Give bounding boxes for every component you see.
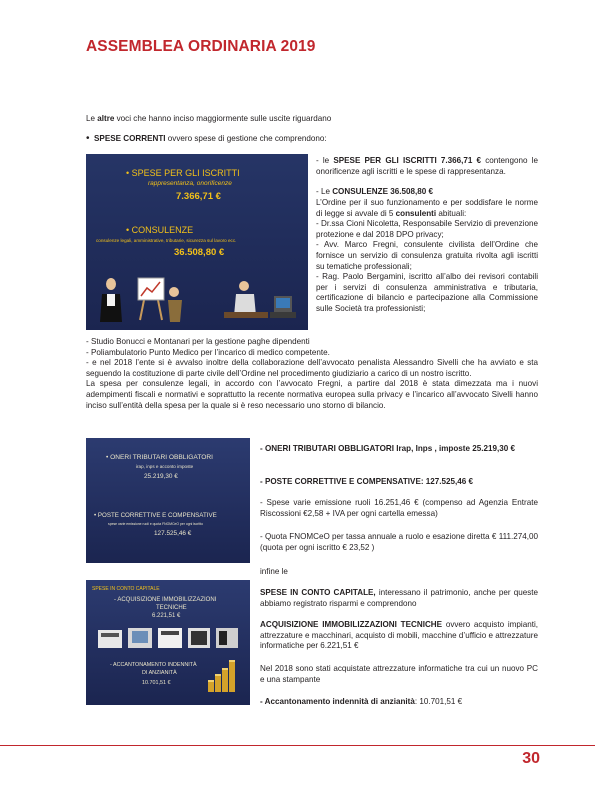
spese-varie: - Spese varie emissione ruoli 16.251,46 € (compenso ad Agenzia Entrate Riscossioni €2,58 + IVA per ogni cartella emessa) [260, 498, 538, 518]
page-number: 30 [522, 750, 540, 767]
slide-spese-correnti: • SPESE PER GLI ISCRITTI rappresentanza, onorificenze 7.366,71 € • CONSULENZE consulenze legali, amministrative, tributarie, sicurezza sul lavoro ecc. 36.508,80 € [86, 154, 308, 330]
page-title: ASSEMBLEA ORDINARIA 2019 [86, 38, 316, 55]
footer-rule [0, 745, 595, 746]
spese-correnti-heading: • SPESE CORRENTI ovvero spese di gestione che comprendono: [86, 133, 327, 144]
oneri-tributari: - ONERI TRIBUTARI OBBLIGATORI Irap, Inps , imposte 25.219,30 € [260, 444, 515, 453]
consulenze-heading: - Le CONSULENZE 36.508,80 € [316, 187, 433, 196]
acquisizione-immobilizzazioni: ACQUISIZIONE IMMOBILIZZAZIONI TECNICHE ovvero acquisto impianti, attrezzature e macchinari, acquisto di mobili, macchine d’ufficio e attrezzature informatiche per 6.221,51 € [260, 620, 538, 651]
slide-conto-capitale: SPESE IN CONTO CAPITALE - ACQUISIZIONE IMMOBILIZZAZIONI TECNICHE 6.221,51 € - ACCANTONAMENTO INDENNITÀ DI ANZIANITÀ 10.701,51 € [86, 580, 250, 705]
infine-text: infine le [260, 567, 288, 576]
clipart-figures [96, 272, 301, 327]
accantonamento-text: - Accantonamento indennità di anzianità: 10.701,51 € [260, 697, 463, 706]
office-equipment-icons [96, 624, 240, 652]
consulente-fregni: - Avv. Marco Fregni, consulente civilista dell’Ordine che fornisce un servizio di consulenza gratuita rivolta agli iscritti su tematiche professionali; [316, 240, 538, 271]
quota-fnomceo: - Quota FNOMCeO per tassa annuale a ruolo e esazione diretta € 111.274,00 (quota per ogni iscritto € 23,52 ) [260, 532, 538, 552]
consulente-cioni: - Dr.ssa Cioni Nicoletta, Responsabile Servizio di prevenzione protezione e dal 2018 DPO privacy; [316, 219, 538, 239]
consulenze-continued: - Studio Bonucci e Montanari per la gestione paghe dipendenti - Poliambulatorio Punto Medico per l’incarico di medico competente. - e nel 2018 l’ente si è avvalso inoltre della collaborazione dell’avvocato penalista Alessandro Sivelli che ha avviato e sta seguendo la costituzione di parte civile dell’Ordine nel procedimento giudiziario a carico di un nostro iscritto. La spesa per consulenze legali, in accordo con l’avvocato Fregni, a partire dal 2018 è stata dimezzata ma i nuovi adempimenti fiscali e normativi e soprattutto la recente normativa europea sulla privacy e l’incarico all’avvocato Sivelli hanno inciso sull’entità della spesa per la quale si è reso necessario uno storno di bilancio. [86, 337, 538, 410]
spese-iscritti-text: - le SPESE PER GLI ISCRITTI 7.366,71 € contengono le onorificenze agli iscritti e le spese di rappresentanza. [316, 156, 538, 176]
nel-2018-text: Nel 2018 sono stati acquistate attrezzature informatiche tra cui un nuovo PC e una stampante [260, 664, 538, 684]
spese-conto-capitale: SPESE IN CONTO CAPITALE, interessano il patrimonio, anche per queste abbiamo registrato risparmi e comprendono [260, 588, 539, 608]
coin-stacks-icon [208, 660, 236, 700]
consulenze-body: L’Ordine per il suo funzionamento e per soddisfare le norme di legge si avvale di 5 consulenti abituali: - Dr.ssa Cioni Nicoletta, Responsabile Servizio di prevenzione protezione e dal 2018 DPO privacy; - Avv. Marco Fregni, consulente civilista dell’Ordine che fornisce un servizio di consulenza gratuita rivolta agli iscritti su tematiche professionali; - Rag. Paolo Bergamini, iscritto all’albo dei revisori contabili per i servizi di consulenza amministrativa e tributaria, certificazione di bilancio e partecipazione alla Commissione sulle Società tra professionisti; [316, 198, 538, 313]
intro-text: Le altre voci che hanno inciso maggiormente sulle uscite riguardano [86, 114, 332, 123]
poste-correttive: - POSTE CORRETTIVE E COMPENSATIVE: 127.525,46 € [260, 477, 474, 486]
consulente-bergamini: - Rag. Paolo Bergamini, iscritto all’albo dei revisori contabili per i servizi di consulenza amministrativa e tributaria, certificazione di bilancio e partecipazione alla Commissione sulle Società tra professionisti; [316, 272, 538, 313]
slide-oneri-poste: • ONERI TRIBUTARI OBBLIGATORI irap, inps e acconto imposte 25.219,30 € • POSTE CORRETTIVE E COMPENSATIVE spese varie emissione ruoli e quota FNOMCeO per ogni iscritto 127.525,46 € [86, 438, 250, 563]
